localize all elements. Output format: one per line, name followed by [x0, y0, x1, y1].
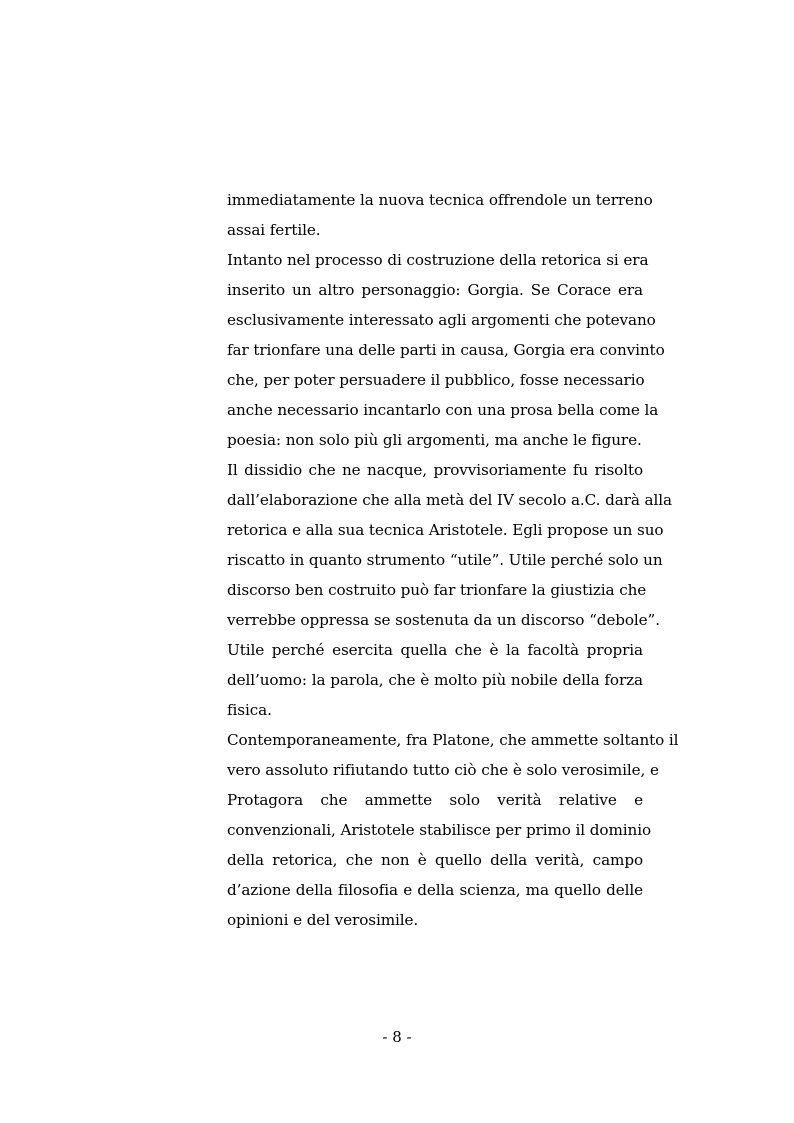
text-line: che, per poter persuadere il pubblico, fosse necessario — [227, 371, 645, 389]
text-line: dall’elaborazione che alla metà del IV secolo a.C. darà alla — [227, 491, 672, 509]
text-line: Protagora che ammette solo verità relative e — [227, 791, 643, 809]
text-line: convenzionali, Aristotele stabilisce per primo il dominio — [227, 821, 651, 839]
page-number: - 8 - — [382, 1028, 412, 1046]
text-line: immediatamente la nuova tecnica offrendole un terreno — [227, 191, 653, 209]
paragraph — [227, 245, 665, 455]
text-line: Contemporaneamente, fra Platone, che ammette soltanto il — [227, 731, 679, 749]
text-line: poesia: non solo più gli argomenti, ma anche le figure. — [227, 431, 642, 449]
text-line: verrebbe oppressa se sostenuta da un discorso “debole”. — [227, 611, 660, 629]
text-line: della retorica, che non è quello della verità, campo — [227, 851, 643, 869]
text-line: riscatto in quanto strumento “utile”. Utile perché solo un — [227, 551, 663, 569]
text-line: retorica e alla sua tecnica Aristotele. Egli propose un suo — [227, 521, 664, 539]
text-line: Il dissidio che ne nacque, provvisoriamente fu risolto — [227, 461, 643, 479]
paragraph — [227, 185, 653, 245]
text-line: fisica. — [227, 701, 272, 719]
text-line: d’azione della filosofia e della scienza, ma quello delle — [227, 881, 643, 899]
text-line: Utile perché esercita quella che è la facoltà propria — [227, 641, 643, 659]
text-line: anche necessario incantarlo con una prosa bella come la — [227, 401, 659, 419]
text-line: vero assoluto rifiutando tutto ciò che è solo verosimile, e — [227, 761, 659, 779]
text-line: discorso ben costruito può far trionfare la giustizia che — [227, 581, 647, 599]
text-line: inserito un altro personaggio: Gorgia. Se Corace era — [227, 281, 643, 299]
body-text — [227, 185, 679, 935]
text-line: assai fertile. — [227, 221, 321, 239]
text-line: dell’uomo: la parola, che è molto più nobile della forza — [227, 671, 643, 689]
text-line: esclusivamente interessato agli argomenti che potevano — [227, 311, 656, 329]
paragraph — [227, 455, 672, 725]
text-line: Intanto nel processo di costruzione della retorica si era — [227, 251, 649, 269]
text-line: far trionfare una delle parti in causa, Gorgia era convinto — [227, 341, 665, 359]
paragraph — [227, 725, 679, 935]
text-line: opinioni e del verosimile. — [227, 911, 419, 929]
